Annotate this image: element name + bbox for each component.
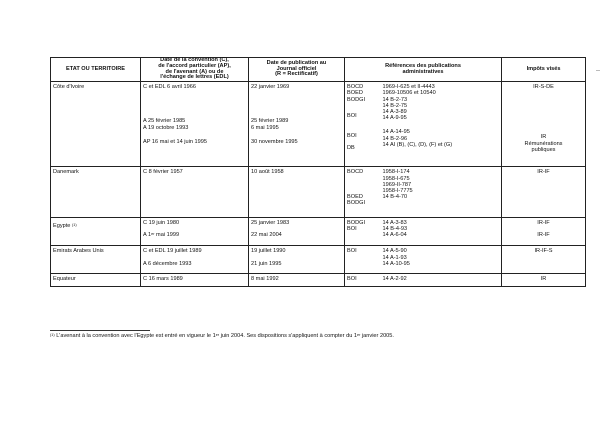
footnote: $^{(1)}$ L'avenant à la convention avec l'Egypte est entré en vigueur le 1er juin 2004. Ses dispositions s'appliquent à compter du 1er janvier 2005. [50,333,394,339]
cell-impots: IR-IF IR-IF [502,218,586,246]
table-row [51,273,586,286]
cell-etat: Emirats Arabes Unis [51,246,141,273]
cell-date-publication: 22 janvier 1969 25 février 1989 6 mai 1995 30 novembre 1995 [249,82,345,167]
cell-support: BOCD BOED BODGI [345,167,381,218]
cell-reference: 14 A-5-90 14 A-1-93 14 A-10-95 [381,246,502,273]
header-etat: ETAT OU TERRITOIRE [51,58,141,82]
table-row [51,218,586,246]
cell-date-publication: 19 juillet 1990 21 juin 1995 [249,246,345,273]
cell-reference: 14 A-2-92 [381,273,502,286]
cell-date-convention: C 16 mars 1989 [141,273,249,286]
header-date-publication: Date de publication au Journal officiel (R = Rectificatif) [249,58,345,82]
cell-impots: IR [502,273,586,286]
cell-date-convention: C et EDL 6 avril 1966 A 25 février 1985 A 19 octobre 1993 AP 16 mai et 14 juin 1995 [141,82,249,167]
cell-support: BOCD BOED BODGI BOI BOI DB [345,82,381,167]
cell-reference: 1969-I-625 et II-4443 1969-10506 et 10540 14 B-2-73 14 B-2-75 14 A-3-89 14 A-9-95 14 A-14-95 14 B-2-96 14 AI (B), (C), (D), (F) et (G) [381,82,502,167]
cell-etat: Danemark [51,167,141,218]
cell-support: BOI [345,273,381,286]
table-row [51,246,586,273]
cell-date-publication: 8 mai 1992 [249,273,345,286]
cell-etat: Egypte $^{(1)}$ [51,218,141,246]
cell-support: BODGI BOI [345,218,381,246]
cell-support: BOI [345,246,381,273]
cell-etat: Equateur [51,273,141,286]
cell-date-convention: C 8 février 1957 [141,167,249,218]
header-row [51,58,586,82]
cell-etat: Côte d'Ivoire [51,82,141,167]
cell-date-publication: 10 août 1958 [249,167,345,218]
header-references: Références des publications administratives [345,58,502,82]
table-row [51,82,586,167]
cell-impots: IR-S-DE IR Rémunérations publiques [502,82,586,167]
footnote-marker: (1) [71,223,77,228]
scan-mark [596,70,600,71]
cell-date-publication: 25 janvier 1983 22 mai 2004 [249,218,345,246]
cell-impots: IR-IF [502,167,586,218]
header-impots: Impôts visés [502,58,586,82]
cell-impots: IR-IF-S [502,246,586,273]
footnote-divider [50,330,150,331]
cell-reference: 14 A-3-83 14 B-4-93 14 A-6-04 [381,218,502,246]
header-date-convention: Date de la convention (C), de l'accord particulier (AP), de l'avenant (A) ou de l'échange de lettres (EDL) [141,58,249,82]
cell-reference: 1958-I-174 1958-I-675 1969-II-787 1958-I-7775 14 B-4-70 [381,167,502,218]
table-row [51,167,586,218]
cell-date-convention: C 19 juin 1980 A 1er mai 1999 [141,218,249,246]
cell-date-convention: C et EDL 19 juillet 1989 A 6 décembre 1993 [141,246,249,273]
conventions-table [50,57,586,287]
